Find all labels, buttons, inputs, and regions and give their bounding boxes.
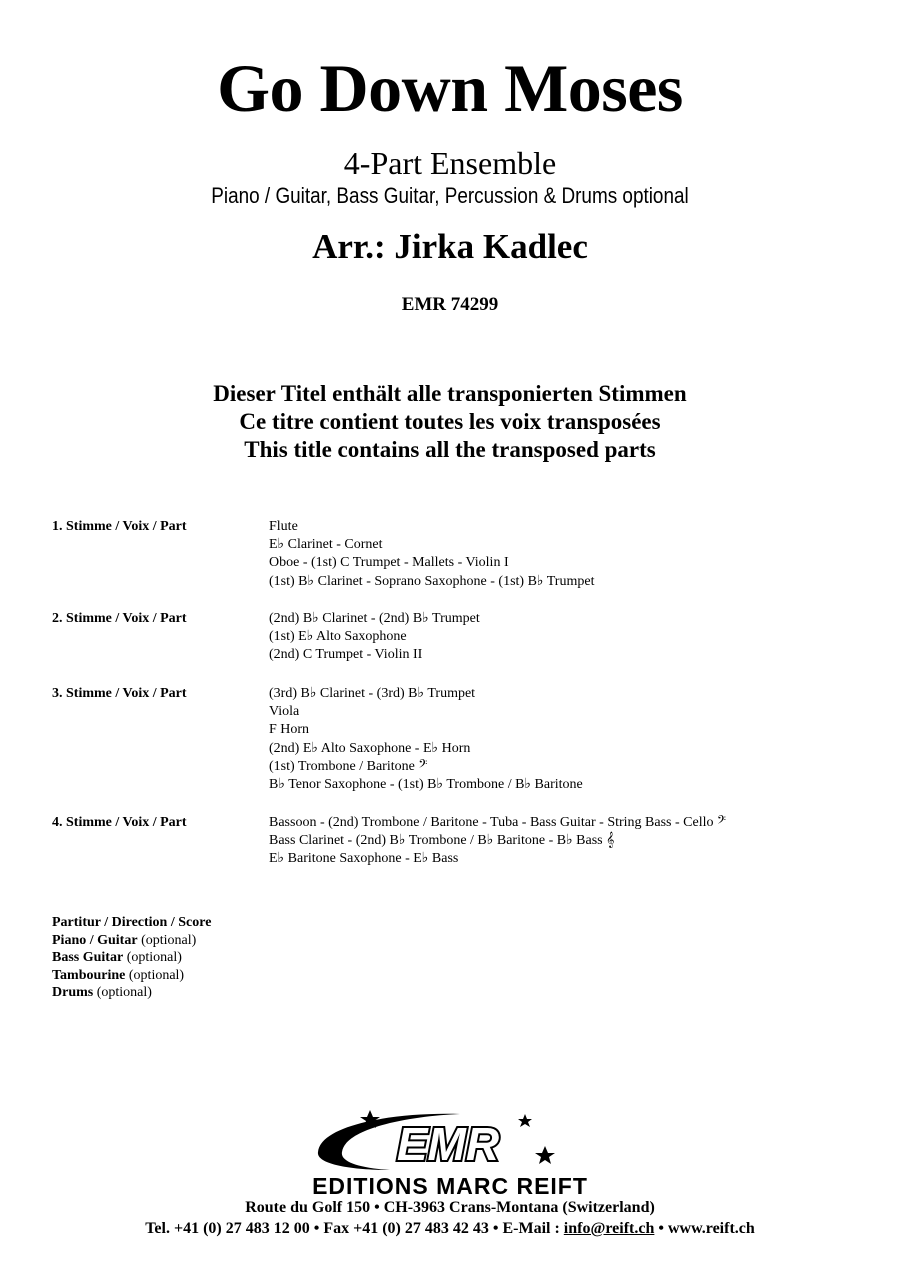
extra-name: Partitur / Direction / Score <box>52 915 212 930</box>
list-item: Oboe - (1st) C Trumpet - Mallets - Violin I <box>269 555 509 571</box>
part-2-label: 2. Stimme / Voix / Part <box>52 611 187 626</box>
part-2-instruments <box>269 610 480 665</box>
list-item: F Horn <box>269 722 310 738</box>
list-item: (3rd) B♭ Clarinet - (3rd) B♭ Trumpet <box>269 686 476 701</box>
list-item: Bass Clarinet - (2nd) B♭ Trombone / B♭ Baritone - B♭ Bass 𝄞 <box>269 833 615 849</box>
extra-name: Piano / Guitar <box>52 932 138 948</box>
additional-parts <box>52 914 211 1002</box>
list-item <box>52 949 211 967</box>
publisher-contact <box>0 1218 900 1240</box>
extra-note: (optional) <box>137 932 197 948</box>
list-item: (1st) B♭ Clarinet - Soprano Saxophone - (1st) B♭ Trumpet <box>269 573 595 589</box>
contact-phone-fax: Tel. +41 (0) 27 483 12 00 • Fax +41 (0) 27 483 42 43 • E-Mail : <box>145 1220 564 1237</box>
extra-note: (optional) <box>123 950 182 965</box>
catalog-number: EMR 74299 <box>401 294 499 315</box>
transposition-notice <box>0 380 900 464</box>
list-item <box>52 932 211 950</box>
publisher-name: EDITIONS MARC REIFT <box>312 1173 588 1198</box>
notice-english: This title contains all the transposed parts <box>244 437 656 462</box>
extra-name: Bass Guitar <box>52 950 124 965</box>
notice-french: Ce titre contient toutes les voix transposées <box>239 409 661 434</box>
extra-name: Tambourine <box>52 967 126 983</box>
part-3-label: 3. Stimme / Voix / Part <box>52 686 187 701</box>
notice-german: Dieser Titel enthält alle transponierten Stimmen <box>213 381 687 406</box>
contact-website[interactable]: • www.reift.ch <box>654 1220 755 1237</box>
page-title: Go Down Moses <box>217 50 683 126</box>
extra-name: Drums <box>52 985 94 1000</box>
part-1-instruments <box>269 518 594 591</box>
list-item: Flute <box>269 519 298 534</box>
list-item <box>52 914 211 932</box>
extra-note: (optional) <box>125 967 185 983</box>
list-item: (2nd) B♭ Clarinet - (2nd) B♭ Trumpet <box>269 611 480 626</box>
ensemble-subtitle: 4-Part Ensemble <box>343 145 557 181</box>
publisher-logo <box>300 1106 600 1198</box>
list-item: E♭ Clarinet - Cornet <box>269 537 383 553</box>
list-item: Bassoon - (2nd) Trombone / Baritone - Tuba - Bass Guitar - String Bass - Cello 𝄢 <box>269 815 726 830</box>
list-item: (1st) E♭ Alto Saxophone <box>269 629 407 645</box>
list-item: Viola <box>269 704 300 720</box>
logo-text: EMR <box>396 1118 500 1170</box>
list-item: E♭ Baritone Saxophone - E♭ Bass <box>269 851 459 867</box>
part-4-instruments <box>269 814 726 869</box>
list-item: B♭ Tenor Saxophone - (1st) B♭ Trombone / B♭ Baritone <box>269 776 583 792</box>
part-3-instruments <box>269 685 583 794</box>
part-4-label: 4. Stimme / Voix / Part <box>52 815 187 830</box>
list-item <box>52 984 211 1002</box>
list-item <box>52 967 211 985</box>
extra-note: (optional) <box>93 985 152 1000</box>
list-item: (2nd) C Trumpet - Violin II <box>269 647 423 663</box>
part-1-label: 1. Stimme / Voix / Part <box>52 519 187 534</box>
instrumentation-line: Piano / Guitar, Bass Guitar, Percussion & Drums optional <box>211 183 689 208</box>
arranger: Arr.: Jirka Kadlec <box>312 227 588 266</box>
list-item: (2nd) E♭ Alto Saxophone - E♭ Horn <box>269 740 471 756</box>
email-link[interactable]: info@reift.ch <box>563 1220 655 1237</box>
publisher-address: Route du Golf 150 • CH-3963 Crans-Montana (Switzerland) <box>245 1199 655 1216</box>
list-item: (1st) Trombone / Baritone 𝄢 <box>269 758 428 774</box>
